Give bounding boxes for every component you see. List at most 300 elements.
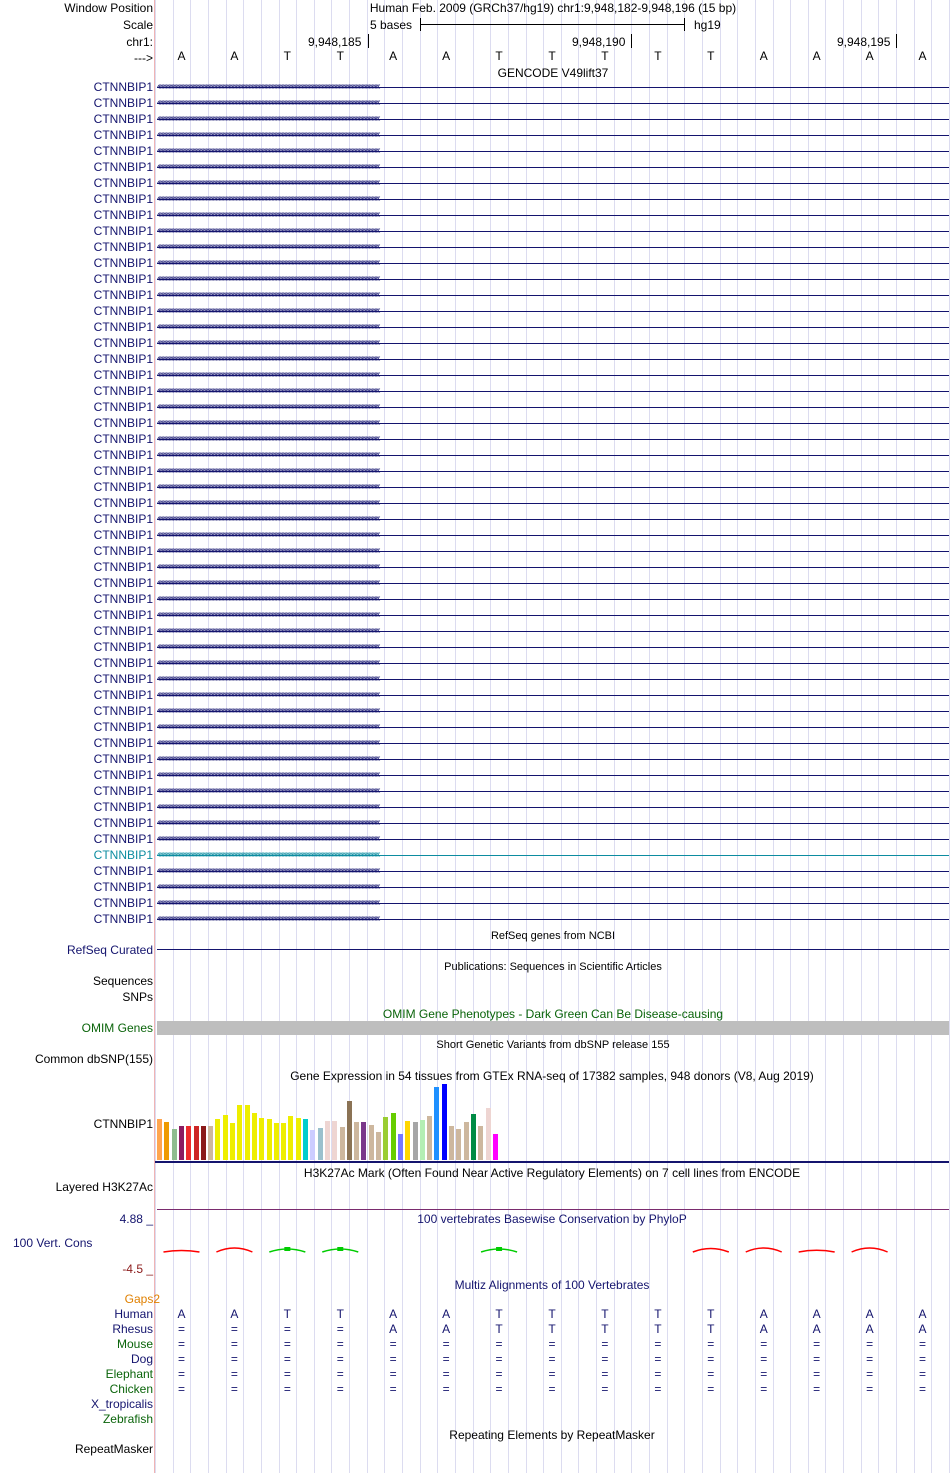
multiz-base: = <box>813 1337 821 1351</box>
multiz-species-label[interactable]: X_tropicalis <box>90 1397 153 1411</box>
scale-bar <box>420 24 684 25</box>
gencode-transcript-label[interactable]: CTNNBIP1 <box>93 336 153 350</box>
gencode-strand-arrows: ‹‹‹‹‹‹‹‹‹‹‹‹‹‹‹‹‹‹‹‹‹‹‹‹‹‹‹‹‹‹‹‹‹‹‹‹‹‹‹‹‹‹‹‹‹‹‹‹‹‹‹‹‹‹‹‹‹‹‹‹‹‹‹‹‹‹‹‹‹‹‹‹‹‹‹‹‹‹‹‹‹‹‹‹‹‹‹‹‹‹‹‹‹‹‹‹‹‹‹‹‹‹‹‹‹‹‹‹‹‹‹‹‹‹‹‹‹‹‹‹‹‹‹‹‹‹‹‹‹‹‹‹‹‹‹‹‹‹‹‹‹‹‹‹‹‹‹‹‹‹‹‹‹‹‹ <box>157 113 379 124</box>
dbsnp-title[interactable]: Short Genetic Variants from dbSNP release 155 <box>436 1039 670 1051</box>
gencode-transcript-label[interactable]: CTNNBIP1 <box>93 224 153 238</box>
multiz-base: = <box>230 1337 238 1351</box>
phylop-title[interactable]: 100 vertebrates Basewise Conservation by PhyloP <box>417 1212 687 1226</box>
gencode-transcript-label[interactable]: CTNNBIP1 <box>93 432 153 446</box>
gencode-strand-arrows: ‹‹‹‹‹‹‹‹‹‹‹‹‹‹‹‹‹‹‹‹‹‹‹‹‹‹‹‹‹‹‹‹‹‹‹‹‹‹‹‹‹‹‹‹‹‹‹‹‹‹‹‹‹‹‹‹‹‹‹‹‹‹‹‹‹‹‹‹‹‹‹‹‹‹‹‹‹‹‹‹‹‹‹‹‹‹‹‹‹‹‹‹‹‹‹‹‹‹‹‹‹‹‹‹‹‹‹‹‹‹‹‹‹‹‹‹‹‹‹‹‹‹‹‹‹‹‹‹‹‹‹‹‹‹‹‹‹‹‹‹‹‹‹‹‹‹‹‹‹‹‹‹‹‹‹ <box>157 193 379 204</box>
gencode-strand-arrows: ‹‹‹‹‹‹‹‹‹‹‹‹‹‹‹‹‹‹‹‹‹‹‹‹‹‹‹‹‹‹‹‹‹‹‹‹‹‹‹‹‹‹‹‹‹‹‹‹‹‹‹‹‹‹‹‹‹‹‹‹‹‹‹‹‹‹‹‹‹‹‹‹‹‹‹‹‹‹‹‹‹‹‹‹‹‹‹‹‹‹‹‹‹‹‹‹‹‹‹‹‹‹‹‹‹‹‹‹‹‹‹‹‹‹‹‹‹‹‹‹‹‹‹‹‹‹‹‹‹‹‹‹‹‹‹‹‹‹‹‹‹‹‹‹‹‹‹‹‹‹‹‹‹‹‹ <box>157 753 379 764</box>
gencode-transcript-label[interactable]: CTNNBIP1 <box>93 288 153 302</box>
gtex-tissue-bar[interactable] <box>194 1126 199 1160</box>
multiz-base: = <box>919 1382 927 1396</box>
gencode-strand-arrows: ‹‹‹‹‹‹‹‹‹‹‹‹‹‹‹‹‹‹‹‹‹‹‹‹‹‹‹‹‹‹‹‹‹‹‹‹‹‹‹‹‹‹‹‹‹‹‹‹‹‹‹‹‹‹‹‹‹‹‹‹‹‹‹‹‹‹‹‹‹‹‹‹‹‹‹‹‹‹‹‹‹‹‹‹‹‹‹‹‹‹‹‹‹‹‹‹‹‹‹‹‹‹‹‹‹‹‹‹‹‹‹‹‹‹‹‹‹‹‹‹‹‹‹‹‹‹‹‹‹‹‹‹‹‹‹‹‹‹‹‹‹‹‹‹‹‹‹‹‹‹‹‹‹‹‹ <box>157 609 379 620</box>
base-letter: T <box>707 49 715 63</box>
dbsnp-label[interactable]: Common dbSNP(155) <box>34 1052 153 1066</box>
base-letter: A <box>759 49 768 63</box>
gencode-strand-arrows: ‹‹‹‹‹‹‹‹‹‹‹‹‹‹‹‹‹‹‹‹‹‹‹‹‹‹‹‹‹‹‹‹‹‹‹‹‹‹‹‹‹‹‹‹‹‹‹‹‹‹‹‹‹‹‹‹‹‹‹‹‹‹‹‹‹‹‹‹‹‹‹‹‹‹‹‹‹‹‹‹‹‹‹‹‹‹‹‹‹‹‹‹‹‹‹‹‹‹‹‹‹‹‹‹‹‹‹‹‹‹‹‹‹‹‹‹‹‹‹‹‹‹‹‹‹‹‹‹‹‹‹‹‹‹‹‹‹‹‹‹‹‹‹‹‹‹‹‹‹‹‹‹‹‹‹ <box>157 865 379 876</box>
gencode-strand-arrows: ‹‹‹‹‹‹‹‹‹‹‹‹‹‹‹‹‹‹‹‹‹‹‹‹‹‹‹‹‹‹‹‹‹‹‹‹‹‹‹‹‹‹‹‹‹‹‹‹‹‹‹‹‹‹‹‹‹‹‹‹‹‹‹‹‹‹‹‹‹‹‹‹‹‹‹‹‹‹‹‹‹‹‹‹‹‹‹‹‹‹‹‹‹‹‹‹‹‹‹‹‹‹‹‹‹‹‹‹‹‹‹‹‹‹‹‹‹‹‹‹‹‹‹‹‹‹‹‹‹‹‹‹‹‹‹‹‹‹‹‹‹‹‹‹‹‹‹‹‹‹‹‹‹‹‹ <box>157 561 379 572</box>
multiz-base: = <box>495 1382 503 1396</box>
gtex-tissue-bar[interactable] <box>230 1123 235 1160</box>
publications-label-sequences[interactable]: Sequences <box>92 974 153 988</box>
multiz-base: = <box>442 1382 450 1396</box>
gencode-transcript-label[interactable]: CTNNBIP1 <box>93 544 153 558</box>
gencode-strand-arrows: ‹‹‹‹‹‹‹‹‹‹‹‹‹‹‹‹‹‹‹‹‹‹‹‹‹‹‹‹‹‹‹‹‹‹‹‹‹‹‹‹‹‹‹‹‹‹‹‹‹‹‹‹‹‹‹‹‹‹‹‹‹‹‹‹‹‹‹‹‹‹‹‹‹‹‹‹‹‹‹‹‹‹‹‹‹‹‹‹‹‹‹‹‹‹‹‹‹‹‹‹‹‹‹‹‹‹‹‹‹‹‹‹‹‹‹‹‹‹‹‹‹‹‹‹‹‹‹‹‹‹‹‹‹‹‹‹‹‹‹‹‹‹‹‹‹‹‹‹‹‹‹‹‹‹‹ <box>157 849 379 860</box>
gtex-tissue-bar[interactable] <box>296 1118 301 1160</box>
multiz-base: = <box>548 1337 556 1351</box>
gtex-tissue-bar[interactable] <box>340 1127 345 1160</box>
multiz-base: T <box>654 1322 662 1336</box>
gencode-strand-arrows: ‹‹‹‹‹‹‹‹‹‹‹‹‹‹‹‹‹‹‹‹‹‹‹‹‹‹‹‹‹‹‹‹‹‹‹‹‹‹‹‹‹‹‹‹‹‹‹‹‹‹‹‹‹‹‹‹‹‹‹‹‹‹‹‹‹‹‹‹‹‹‹‹‹‹‹‹‹‹‹‹‹‹‹‹‹‹‹‹‹‹‹‹‹‹‹‹‹‹‹‹‹‹‹‹‹‹‹‹‹‹‹‹‹‹‹‹‹‹‹‹‹‹‹‹‹‹‹‹‹‹‹‹‹‹‹‹‹‹‹‹‹‹‹‹‹‹‹‹‹‹‹‹‹‹‹ <box>157 689 379 700</box>
gencode-strand-arrows: ‹‹‹‹‹‹‹‹‹‹‹‹‹‹‹‹‹‹‹‹‹‹‹‹‹‹‹‹‹‹‹‹‹‹‹‹‹‹‹‹‹‹‹‹‹‹‹‹‹‹‹‹‹‹‹‹‹‹‹‹‹‹‹‹‹‹‹‹‹‹‹‹‹‹‹‹‹‹‹‹‹‹‹‹‹‹‹‹‹‹‹‹‹‹‹‹‹‹‹‹‹‹‹‹‹‹‹‹‹‹‹‹‹‹‹‹‹‹‹‹‹‹‹‹‹‹‹‹‹‹‹‹‹‹‹‹‹‹‹‹‹‹‹‹‹‹‹‹‹‹‹‹‹‹‹ <box>157 801 379 812</box>
multiz-base: = <box>283 1337 291 1351</box>
multiz-base: = <box>866 1367 874 1381</box>
gencode-strand-arrows: ‹‹‹‹‹‹‹‹‹‹‹‹‹‹‹‹‹‹‹‹‹‹‹‹‹‹‹‹‹‹‹‹‹‹‹‹‹‹‹‹‹‹‹‹‹‹‹‹‹‹‹‹‹‹‹‹‹‹‹‹‹‹‹‹‹‹‹‹‹‹‹‹‹‹‹‹‹‹‹‹‹‹‹‹‹‹‹‹‹‹‹‹‹‹‹‹‹‹‹‹‹‹‹‹‹‹‹‹‹‹‹‹‹‹‹‹‹‹‹‹‹‹‹‹‹‹‹‹‹‹‹‹‹‹‹‹‹‹‹‹‹‹‹‹‹‹‹‹‹‹‹‹‹‹‹ <box>157 833 379 844</box>
multiz-base: = <box>336 1322 344 1336</box>
base-letter: A <box>812 49 821 63</box>
phylop-score-mark <box>640 1250 676 1252</box>
gtex-tissue-bar[interactable] <box>332 1121 337 1160</box>
gencode-strand-arrows: ‹‹‹‹‹‹‹‹‹‹‹‹‹‹‹‹‹‹‹‹‹‹‹‹‹‹‹‹‹‹‹‹‹‹‹‹‹‹‹‹‹‹‹‹‹‹‹‹‹‹‹‹‹‹‹‹‹‹‹‹‹‹‹‹‹‹‹‹‹‹‹‹‹‹‹‹‹‹‹‹‹‹‹‹‹‹‹‹‹‹‹‹‹‹‹‹‹‹‹‹‹‹‹‹‹‹‹‹‹‹‹‹‹‹‹‹‹‹‹‹‹‹‹‹‹‹‹‹‹‹‹‹‹‹‹‹‹‹‹‹‹‹‹‹‹‹‹‹‹‹‹‹‹‹‹ <box>157 465 379 476</box>
window-position-label: Window Position <box>64 1 153 15</box>
gtex-tissue-bar[interactable] <box>179 1126 184 1160</box>
multiz-species-label[interactable]: Chicken <box>109 1382 153 1396</box>
gtex-tissue-bar[interactable] <box>493 1134 498 1160</box>
coord-tick-2 <box>631 34 632 48</box>
gencode-strand-arrows: ‹‹‹‹‹‹‹‹‹‹‹‹‹‹‹‹‹‹‹‹‹‹‹‹‹‹‹‹‹‹‹‹‹‹‹‹‹‹‹‹‹‹‹‹‹‹‹‹‹‹‹‹‹‹‹‹‹‹‹‹‹‹‹‹‹‹‹‹‹‹‹‹‹‹‹‹‹‹‹‹‹‹‹‹‹‹‹‹‹‹‹‹‹‹‹‹‹‹‹‹‹‹‹‹‹‹‹‹‹‹‹‹‹‹‹‹‹‹‹‹‹‹‹‹‹‹‹‹‹‹‹‹‹‹‹‹‹‹‹‹‹‹‹‹‹‹‹‹‹‹‹‹‹‹‹ <box>157 385 379 396</box>
chrom-label: chr1: <box>126 35 153 49</box>
multiz-base: A <box>177 1307 186 1321</box>
gencode-strand-arrows: ‹‹‹‹‹‹‹‹‹‹‹‹‹‹‹‹‹‹‹‹‹‹‹‹‹‹‹‹‹‹‹‹‹‹‹‹‹‹‹‹‹‹‹‹‹‹‹‹‹‹‹‹‹‹‹‹‹‹‹‹‹‹‹‹‹‹‹‹‹‹‹‹‹‹‹‹‹‹‹‹‹‹‹‹‹‹‹‹‹‹‹‹‹‹‹‹‹‹‹‹‹‹‹‹‹‹‹‹‹‹‹‹‹‹‹‹‹‹‹‹‹‹‹‹‹‹‹‹‹‹‹‹‹‹‹‹‹‹‹‹‹‹‹‹‹‹‹‹‹‹‹‹‹‹‹ <box>157 97 379 108</box>
gtex-tissue-bar[interactable] <box>281 1123 286 1160</box>
multiz-base: A <box>442 1307 451 1321</box>
gencode-transcript-label[interactable]: CTNNBIP1 <box>93 448 153 462</box>
multiz-base: = <box>495 1352 503 1366</box>
gtex-tissue-bar[interactable] <box>172 1129 177 1160</box>
multiz-base: = <box>495 1367 503 1381</box>
gencode-transcript-label[interactable]: CTNNBIP1 <box>93 688 153 702</box>
gencode-transcript-label[interactable]: CTNNBIP1 <box>93 80 153 94</box>
gtex-tissue-bar[interactable] <box>449 1126 454 1160</box>
multiz-base: A <box>389 1322 398 1336</box>
gencode-transcript-label[interactable]: CTNNBIP1 <box>93 256 153 270</box>
phylop-score-mark <box>799 1250 835 1252</box>
multiz-base: = <box>813 1352 821 1366</box>
gencode-strand-arrows: ‹‹‹‹‹‹‹‹‹‹‹‹‹‹‹‹‹‹‹‹‹‹‹‹‹‹‹‹‹‹‹‹‹‹‹‹‹‹‹‹‹‹‹‹‹‹‹‹‹‹‹‹‹‹‹‹‹‹‹‹‹‹‹‹‹‹‹‹‹‹‹‹‹‹‹‹‹‹‹‹‹‹‹‹‹‹‹‹‹‹‹‹‹‹‹‹‹‹‹‹‹‹‹‹‹‹‹‹‹‹‹‹‹‹‹‹‹‹‹‹‹‹‹‹‹‹‹‹‹‹‹‹‹‹‹‹‹‹‹‹‹‹‹‹‹‹‹‹‹‹‹‹‹‹‹ <box>157 577 379 588</box>
multiz-base: = <box>760 1382 768 1396</box>
multiz-base: = <box>177 1382 185 1396</box>
gencode-strand-arrows: ‹‹‹‹‹‹‹‹‹‹‹‹‹‹‹‹‹‹‹‹‹‹‹‹‹‹‹‹‹‹‹‹‹‹‹‹‹‹‹‹‹‹‹‹‹‹‹‹‹‹‹‹‹‹‹‹‹‹‹‹‹‹‹‹‹‹‹‹‹‹‹‹‹‹‹‹‹‹‹‹‹‹‹‹‹‹‹‹‹‹‹‹‹‹‹‹‹‹‹‹‹‹‹‹‹‹‹‹‹‹‹‹‹‹‹‹‹‹‹‹‹‹‹‹‹‹‹‹‹‹‹‹‹‹‹‹‹‹‹‹‹‹‹‹‹‹‹‹‹‹‹‹‹‹‹ <box>157 289 379 300</box>
multiz-base: = <box>177 1337 185 1351</box>
gtex-title[interactable]: Gene Expression in 54 tissues from GTEx RNA-seq of 17382 samples, 948 donors (V8, Aug 2019) <box>290 1069 814 1083</box>
multiz-species-label[interactable]: Mouse <box>116 1337 153 1351</box>
gencode-strand-arrows: ‹‹‹‹‹‹‹‹‹‹‹‹‹‹‹‹‹‹‹‹‹‹‹‹‹‹‹‹‹‹‹‹‹‹‹‹‹‹‹‹‹‹‹‹‹‹‹‹‹‹‹‹‹‹‹‹‹‹‹‹‹‹‹‹‹‹‹‹‹‹‹‹‹‹‹‹‹‹‹‹‹‹‹‹‹‹‹‹‹‹‹‹‹‹‹‹‹‹‹‹‹‹‹‹‹‹‹‹‹‹‹‹‹‹‹‹‹‹‹‹‹‹‹‹‹‹‹‹‹‹‹‹‹‹‹‹‹‹‹‹‹‹‹‹‹‹‹‹‹‹‹‹‹‹‹ <box>157 897 379 908</box>
multiz-base: = <box>919 1337 927 1351</box>
gencode-transcript-label[interactable]: CTNNBIP1 <box>93 576 153 590</box>
multiz-base: = <box>813 1382 821 1396</box>
coord-label-3: 9,948,195 <box>837 35 891 49</box>
phylop-label[interactable]: 100 Vert. Cons <box>13 1236 93 1250</box>
base-letter: T <box>601 49 609 63</box>
phylop-score-mark <box>534 1250 570 1252</box>
gencode-transcript-label[interactable]: CTNNBIP1 <box>93 640 153 654</box>
multiz-base: A <box>812 1322 821 1336</box>
h3k27ac-label[interactable]: Layered H3K27Ac <box>55 1180 153 1194</box>
gencode-strand-arrows: ‹‹‹‹‹‹‹‹‹‹‹‹‹‹‹‹‹‹‹‹‹‹‹‹‹‹‹‹‹‹‹‹‹‹‹‹‹‹‹‹‹‹‹‹‹‹‹‹‹‹‹‹‹‹‹‹‹‹‹‹‹‹‹‹‹‹‹‹‹‹‹‹‹‹‹‹‹‹‹‹‹‹‹‹‹‹‹‹‹‹‹‹‹‹‹‹‹‹‹‹‹‹‹‹‹‹‹‹‹‹‹‹‹‹‹‹‹‹‹‹‹‹‹‹‹‹‹‹‹‹‹‹‹‹‹‹‹‹‹‹‹‹‹‹‹‹‹‹‹‹‹‹‹‹‹ <box>157 785 379 796</box>
base-letter: A <box>918 49 927 63</box>
gencode-strand-arrows: ‹‹‹‹‹‹‹‹‹‹‹‹‹‹‹‹‹‹‹‹‹‹‹‹‹‹‹‹‹‹‹‹‹‹‹‹‹‹‹‹‹‹‹‹‹‹‹‹‹‹‹‹‹‹‹‹‹‹‹‹‹‹‹‹‹‹‹‹‹‹‹‹‹‹‹‹‹‹‹‹‹‹‹‹‹‹‹‹‹‹‹‹‹‹‹‹‹‹‹‹‹‹‹‹‹‹‹‹‹‹‹‹‹‹‹‹‹‹‹‹‹‹‹‹‹‹‹‹‹‹‹‹‹‹‹‹‹‹‹‹‹‹‹‹‹‹‹‹‹‹‹‹‹‹‹ <box>157 273 379 284</box>
gencode-transcript-label[interactable]: CTNNBIP1 <box>93 608 153 622</box>
gtex-tissue-bar[interactable] <box>288 1116 293 1160</box>
gencode-strand-arrows: ‹‹‹‹‹‹‹‹‹‹‹‹‹‹‹‹‹‹‹‹‹‹‹‹‹‹‹‹‹‹‹‹‹‹‹‹‹‹‹‹‹‹‹‹‹‹‹‹‹‹‹‹‹‹‹‹‹‹‹‹‹‹‹‹‹‹‹‹‹‹‹‹‹‹‹‹‹‹‹‹‹‹‹‹‹‹‹‹‹‹‹‹‹‹‹‹‹‹‹‹‹‹‹‹‹‹‹‹‹‹‹‹‹‹‹‹‹‹‹‹‹‹‹‹‹‹‹‹‹‹‹‹‹‹‹‹‹‹‹‹‹‹‹‹‹‹‹‹‹‹‹‹‹‹‹ <box>157 321 379 332</box>
gtex-tissue-bar[interactable] <box>427 1116 432 1160</box>
gencode-transcript-label[interactable]: CTNNBIP1 <box>93 912 153 926</box>
gencode-transcript-label[interactable]: CTNNBIP1 <box>93 416 153 430</box>
gencode-strand-arrows: ‹‹‹‹‹‹‹‹‹‹‹‹‹‹‹‹‹‹‹‹‹‹‹‹‹‹‹‹‹‹‹‹‹‹‹‹‹‹‹‹‹‹‹‹‹‹‹‹‹‹‹‹‹‹‹‹‹‹‹‹‹‹‹‹‹‹‹‹‹‹‹‹‹‹‹‹‹‹‹‹‹‹‹‹‹‹‹‹‹‹‹‹‹‹‹‹‹‹‹‹‹‹‹‹‹‹‹‹‹‹‹‹‹‹‹‹‹‹‹‹‹‹‹‹‹‹‹‹‹‹‹‹‹‹‹‹‹‹‹‹‹‹‹‹‹‹‹‹‹‹‹‹‹‹‹ <box>157 305 379 316</box>
gencode-strand-arrows: ‹‹‹‹‹‹‹‹‹‹‹‹‹‹‹‹‹‹‹‹‹‹‹‹‹‹‹‹‹‹‹‹‹‹‹‹‹‹‹‹‹‹‹‹‹‹‹‹‹‹‹‹‹‹‹‹‹‹‹‹‹‹‹‹‹‹‹‹‹‹‹‹‹‹‹‹‹‹‹‹‹‹‹‹‹‹‹‹‹‹‹‹‹‹‹‹‹‹‹‹‹‹‹‹‹‹‹‹‹‹‹‹‹‹‹‹‹‹‹‹‹‹‹‹‹‹‹‹‹‹‹‹‹‹‹‹‹‹‹‹‹‹‹‹‹‹‹‹‹‹‹‹‹‹‹ <box>157 417 379 428</box>
multiz-base: = <box>177 1352 185 1366</box>
multiz-base: A <box>865 1322 874 1336</box>
gtex-tissue-bar[interactable] <box>369 1125 374 1160</box>
scale-bar-right-tick <box>684 18 685 31</box>
multiz-base: = <box>336 1367 344 1381</box>
gtex-tissue-bar[interactable] <box>208 1126 213 1160</box>
phylop-score-mark <box>216 1248 252 1252</box>
gencode-transcript-label[interactable]: CTNNBIP1 <box>93 624 153 638</box>
gencode-transcript-label[interactable]: CTNNBIP1 <box>93 720 153 734</box>
gencode-transcript-label[interactable]: CTNNBIP1 <box>93 752 153 766</box>
phylop-score-mark <box>587 1250 623 1252</box>
gtex-tissue-bar[interactable] <box>267 1119 272 1160</box>
gencode-transcript-label[interactable]: CTNNBIP1 <box>93 704 153 718</box>
multiz-base: = <box>336 1382 344 1396</box>
gencode-transcript-label[interactable]: CTNNBIP1 <box>93 816 153 830</box>
gtex-tissue-bar[interactable] <box>361 1122 366 1160</box>
multiz-base: A <box>230 1307 239 1321</box>
gtex-tissue-bar[interactable] <box>486 1108 491 1160</box>
publications-title[interactable]: Publications: Sequences in Scientific Articles <box>444 961 662 973</box>
gencode-transcript-label[interactable]: CTNNBIP1 <box>93 880 153 894</box>
gencode-strand-arrows: ‹‹‹‹‹‹‹‹‹‹‹‹‹‹‹‹‹‹‹‹‹‹‹‹‹‹‹‹‹‹‹‹‹‹‹‹‹‹‹‹‹‹‹‹‹‹‹‹‹‹‹‹‹‹‹‹‹‹‹‹‹‹‹‹‹‹‹‹‹‹‹‹‹‹‹‹‹‹‹‹‹‹‹‹‹‹‹‹‹‹‹‹‹‹‹‹‹‹‹‹‹‹‹‹‹‹‹‹‹‹‹‹‹‹‹‹‹‹‹‹‹‹‹‹‹‹‹‹‹‹‹‹‹‹‹‹‹‹‹‹‹‹‹‹‹‹‹‹‹‹‹‹‹‹‹ <box>157 81 379 92</box>
multiz-gaps-label[interactable]: Gaps2 <box>124 1292 160 1306</box>
gencode-transcript-label[interactable]: CTNNBIP1 <box>93 784 153 798</box>
multiz-base: = <box>389 1382 397 1396</box>
gtex-tissue-bar[interactable] <box>413 1122 418 1160</box>
gencode-transcript-label[interactable]: CTNNBIP1 <box>93 320 153 334</box>
gencode-transcript-label[interactable]: CTNNBIP1 <box>93 464 153 478</box>
multiz-base: = <box>389 1367 397 1381</box>
multiz-base: = <box>866 1337 874 1351</box>
multiz-base: = <box>177 1322 185 1336</box>
gencode-transcript-label[interactable]: CTNNBIP1 <box>93 848 153 862</box>
omim-gene-bar[interactable] <box>157 1021 949 1035</box>
gtex-tissue-bar[interactable] <box>478 1126 483 1160</box>
gencode-strand-arrows: ‹‹‹‹‹‹‹‹‹‹‹‹‹‹‹‹‹‹‹‹‹‹‹‹‹‹‹‹‹‹‹‹‹‹‹‹‹‹‹‹‹‹‹‹‹‹‹‹‹‹‹‹‹‹‹‹‹‹‹‹‹‹‹‹‹‹‹‹‹‹‹‹‹‹‹‹‹‹‹‹‹‹‹‹‹‹‹‹‹‹‹‹‹‹‹‹‹‹‹‹‹‹‹‹‹‹‹‹‹‹‹‹‹‹‹‹‹‹‹‹‹‹‹‹‹‹‹‹‹‹‹‹‹‹‹‹‹‹‹‹‹‹‹‹‹‹‹‹‹‹‹‹‹‹‹ <box>157 209 379 220</box>
gtex-tissue-bar[interactable] <box>391 1113 396 1160</box>
publications-label-snps[interactable]: SNPs <box>122 990 153 1004</box>
gtex-tissue-bar[interactable] <box>420 1120 425 1160</box>
multiz-base: A <box>865 1307 874 1321</box>
gencode-transcript-label[interactable]: CTNNBIP1 <box>93 496 153 510</box>
multiz-base: T <box>548 1307 556 1321</box>
gtex-tissue-bar[interactable] <box>157 1119 162 1160</box>
multiz-base: A <box>759 1322 768 1336</box>
repeatmasker-label[interactable]: RepeatMasker <box>74 1442 153 1456</box>
multiz-base: = <box>177 1367 185 1381</box>
multiz-base: T <box>707 1322 715 1336</box>
gtex-baseline <box>155 1161 949 1163</box>
gtex-tissue-bar[interactable] <box>186 1126 191 1160</box>
multiz-species-label[interactable]: Dog <box>130 1352 153 1366</box>
gencode-transcript-label[interactable]: CTNNBIP1 <box>93 368 153 382</box>
phylop-score-mark <box>693 1249 729 1253</box>
gencode-strand-arrows: ‹‹‹‹‹‹‹‹‹‹‹‹‹‹‹‹‹‹‹‹‹‹‹‹‹‹‹‹‹‹‹‹‹‹‹‹‹‹‹‹‹‹‹‹‹‹‹‹‹‹‹‹‹‹‹‹‹‹‹‹‹‹‹‹‹‹‹‹‹‹‹‹‹‹‹‹‹‹‹‹‹‹‹‹‹‹‹‹‹‹‹‹‹‹‹‹‹‹‹‹‹‹‹‹‹‹‹‹‹‹‹‹‹‹‹‹‹‹‹‹‹‹‹‹‹‹‹‹‹‹‹‹‹‹‹‹‹‹‹‹‹‹‹‹‹‹‹‹‹‹‹‹‹‹‹ <box>157 513 379 524</box>
gencode-strand-arrows: ‹‹‹‹‹‹‹‹‹‹‹‹‹‹‹‹‹‹‹‹‹‹‹‹‹‹‹‹‹‹‹‹‹‹‹‹‹‹‹‹‹‹‹‹‹‹‹‹‹‹‹‹‹‹‹‹‹‹‹‹‹‹‹‹‹‹‹‹‹‹‹‹‹‹‹‹‹‹‹‹‹‹‹‹‹‹‹‹‹‹‹‹‹‹‹‹‹‹‹‹‹‹‹‹‹‹‹‹‹‹‹‹‹‹‹‹‹‹‹‹‹‹‹‹‹‹‹‹‹‹‹‹‹‹‹‹‹‹‹‹‹‹‹‹‹‹‹‹‹‹‹‹‹‹‹ <box>157 145 379 156</box>
multiz-base: = <box>760 1367 768 1381</box>
multiz-species-label[interactable]: Human <box>114 1307 153 1321</box>
gtex-tissue-bar[interactable] <box>237 1105 242 1160</box>
multiz-base: A <box>812 1307 821 1321</box>
gencode-transcript-label[interactable]: CTNNBIP1 <box>93 400 153 414</box>
gencode-transcript-label[interactable]: CTNNBIP1 <box>93 128 153 142</box>
gencode-strand-arrows: ‹‹‹‹‹‹‹‹‹‹‹‹‹‹‹‹‹‹‹‹‹‹‹‹‹‹‹‹‹‹‹‹‹‹‹‹‹‹‹‹‹‹‹‹‹‹‹‹‹‹‹‹‹‹‹‹‹‹‹‹‹‹‹‹‹‹‹‹‹‹‹‹‹‹‹‹‹‹‹‹‹‹‹‹‹‹‹‹‹‹‹‹‹‹‹‹‹‹‹‹‹‹‹‹‹‹‹‹‹‹‹‹‹‹‹‹‹‹‹‹‹‹‹‹‹‹‹‹‹‹‹‹‹‹‹‹‹‹‹‹‹‹‹‹‹‹‹‹‹‹‹‹‹‹‹ <box>157 161 379 172</box>
gtex-tissue-bar[interactable] <box>201 1126 206 1160</box>
phylop-min-label: -4.5 _ <box>122 1262 153 1276</box>
scale-assembly: hg19 <box>694 18 721 32</box>
gencode-transcript-label[interactable]: CTNNBIP1 <box>93 176 153 190</box>
multiz-base: = <box>283 1322 291 1336</box>
gencode-transcript-label[interactable]: CTNNBIP1 <box>93 272 153 286</box>
gencode-strand-arrows: ‹‹‹‹‹‹‹‹‹‹‹‹‹‹‹‹‹‹‹‹‹‹‹‹‹‹‹‹‹‹‹‹‹‹‹‹‹‹‹‹‹‹‹‹‹‹‹‹‹‹‹‹‹‹‹‹‹‹‹‹‹‹‹‹‹‹‹‹‹‹‹‹‹‹‹‹‹‹‹‹‹‹‹‹‹‹‹‹‹‹‹‹‹‹‹‹‹‹‹‹‹‹‹‹‹‹‹‹‹‹‹‹‹‹‹‹‹‹‹‹‹‹‹‹‹‹‹‹‹‹‹‹‹‹‹‹‹‹‹‹‹‹‹‹‹‹‹‹‹‹‹‹‹‹‹ <box>157 369 379 380</box>
scale-text: 5 bases <box>370 18 413 32</box>
base-letter: T <box>548 49 556 63</box>
gencode-transcript-label[interactable]: CTNNBIP1 <box>93 96 153 110</box>
phylop-score-mark <box>905 1250 941 1252</box>
base-letter: A <box>389 49 398 63</box>
gtex-tissue-bar[interactable] <box>347 1101 352 1160</box>
gencode-strand-arrows: ‹‹‹‹‹‹‹‹‹‹‹‹‹‹‹‹‹‹‹‹‹‹‹‹‹‹‹‹‹‹‹‹‹‹‹‹‹‹‹‹‹‹‹‹‹‹‹‹‹‹‹‹‹‹‹‹‹‹‹‹‹‹‹‹‹‹‹‹‹‹‹‹‹‹‹‹‹‹‹‹‹‹‹‹‹‹‹‹‹‹‹‹‹‹‹‹‹‹‹‹‹‹‹‹‹‹‹‹‹‹‹‹‹‹‹‹‹‹‹‹‹‹‹‹‹‹‹‹‹‹‹‹‹‹‹‹‹‹‹‹‹‹‹‹‹‹‹‹‹‹‹‹‹‹‹ <box>157 481 379 492</box>
multiz-base: = <box>601 1337 609 1351</box>
h3k27ac-baseline <box>157 1209 949 1210</box>
multiz-base: = <box>389 1352 397 1366</box>
base-letter: A <box>230 49 239 63</box>
gencode-strand-arrows: ‹‹‹‹‹‹‹‹‹‹‹‹‹‹‹‹‹‹‹‹‹‹‹‹‹‹‹‹‹‹‹‹‹‹‹‹‹‹‹‹‹‹‹‹‹‹‹‹‹‹‹‹‹‹‹‹‹‹‹‹‹‹‹‹‹‹‹‹‹‹‹‹‹‹‹‹‹‹‹‹‹‹‹‹‹‹‹‹‹‹‹‹‹‹‹‹‹‹‹‹‹‹‹‹‹‹‹‹‹‹‹‹‹‹‹‹‹‹‹‹‹‹‹‹‹‹‹‹‹‹‹‹‹‹‹‹‹‹‹‹‹‹‹‹‹‹‹‹‹‹‹‹‹‹‹ <box>157 769 379 780</box>
base-letter: A <box>865 49 874 63</box>
scale-label: Scale <box>122 18 153 32</box>
gtex-tissue-bar[interactable] <box>310 1130 315 1160</box>
gtex-tissue-bar[interactable] <box>164 1122 169 1160</box>
multiz-base: = <box>336 1352 344 1366</box>
gencode-strand-arrows: ‹‹‹‹‹‹‹‹‹‹‹‹‹‹‹‹‹‹‹‹‹‹‹‹‹‹‹‹‹‹‹‹‹‹‹‹‹‹‹‹‹‹‹‹‹‹‹‹‹‹‹‹‹‹‹‹‹‹‹‹‹‹‹‹‹‹‹‹‹‹‹‹‹‹‹‹‹‹‹‹‹‹‹‹‹‹‹‹‹‹‹‹‹‹‹‹‹‹‹‹‹‹‹‹‹‹‹‹‹‹‹‹‹‹‹‹‹‹‹‹‹‹‹‹‹‹‹‹‹‹‹‹‹‹‹‹‹‹‹‹‹‹‹‹‹‹‹‹‹‹‹‹‹‹‹ <box>157 721 379 732</box>
gtex-tissue-bar[interactable] <box>383 1117 388 1160</box>
gtex-tissue-bar[interactable] <box>376 1132 381 1160</box>
gtex-tissue-bar[interactable] <box>354 1122 359 1160</box>
multiz-base: A <box>918 1307 927 1321</box>
gencode-strand-arrows: ‹‹‹‹‹‹‹‹‹‹‹‹‹‹‹‹‹‹‹‹‹‹‹‹‹‹‹‹‹‹‹‹‹‹‹‹‹‹‹‹‹‹‹‹‹‹‹‹‹‹‹‹‹‹‹‹‹‹‹‹‹‹‹‹‹‹‹‹‹‹‹‹‹‹‹‹‹‹‹‹‹‹‹‹‹‹‹‹‹‹‹‹‹‹‹‹‹‹‹‹‹‹‹‹‹‹‹‹‹‹‹‹‹‹‹‹‹‹‹‹‹‹‹‹‹‹‹‹‹‹‹‹‹‹‹‹‹‹‹‹‹‹‹‹‹‹‹‹‹‹‹‹‹‹‹ <box>157 545 379 556</box>
multiz-base: A <box>759 1307 768 1321</box>
multiz-base: = <box>866 1352 874 1366</box>
multiz-base: = <box>707 1382 715 1396</box>
gencode-transcript-label[interactable]: CTNNBIP1 <box>93 736 153 750</box>
strand-label: ---> <box>134 51 153 65</box>
multiz-base: = <box>548 1382 556 1396</box>
multiz-species-label[interactable]: Zebrafish <box>102 1412 153 1426</box>
multiz-base: T <box>654 1307 662 1321</box>
gtex-tissue-bar[interactable] <box>223 1115 228 1160</box>
multiz-base: = <box>654 1367 662 1381</box>
gtex-tissue-bar[interactable] <box>405 1121 410 1160</box>
multiz-base: = <box>707 1337 715 1351</box>
gtex-tissue-bar[interactable] <box>252 1113 257 1160</box>
gencode-strand-arrows: ‹‹‹‹‹‹‹‹‹‹‹‹‹‹‹‹‹‹‹‹‹‹‹‹‹‹‹‹‹‹‹‹‹‹‹‹‹‹‹‹‹‹‹‹‹‹‹‹‹‹‹‹‹‹‹‹‹‹‹‹‹‹‹‹‹‹‹‹‹‹‹‹‹‹‹‹‹‹‹‹‹‹‹‹‹‹‹‹‹‹‹‹‹‹‹‹‹‹‹‹‹‹‹‹‹‹‹‹‹‹‹‹‹‹‹‹‹‹‹‹‹‹‹‹‹‹‹‹‹‹‹‹‹‹‹‹‹‹‹‹‹‹‹‹‹‹‹‹‹‹‹‹‹‹‹ <box>157 657 379 668</box>
gencode-strand-arrows: ‹‹‹‹‹‹‹‹‹‹‹‹‹‹‹‹‹‹‹‹‹‹‹‹‹‹‹‹‹‹‹‹‹‹‹‹‹‹‹‹‹‹‹‹‹‹‹‹‹‹‹‹‹‹‹‹‹‹‹‹‹‹‹‹‹‹‹‹‹‹‹‹‹‹‹‹‹‹‹‹‹‹‹‹‹‹‹‹‹‹‹‹‹‹‹‹‹‹‹‹‹‹‹‹‹‹‹‹‹‹‹‹‹‹‹‹‹‹‹‹‹‹‹‹‹‹‹‹‹‹‹‹‹‹‹‹‹‹‹‹‹‹‹‹‹‹‹‹‹‹‹‹‹‹‹ <box>157 449 379 460</box>
gencode-strand-arrows: ‹‹‹‹‹‹‹‹‹‹‹‹‹‹‹‹‹‹‹‹‹‹‹‹‹‹‹‹‹‹‹‹‹‹‹‹‹‹‹‹‹‹‹‹‹‹‹‹‹‹‹‹‹‹‹‹‹‹‹‹‹‹‹‹‹‹‹‹‹‹‹‹‹‹‹‹‹‹‹‹‹‹‹‹‹‹‹‹‹‹‹‹‹‹‹‹‹‹‹‹‹‹‹‹‹‹‹‹‹‹‹‹‹‹‹‹‹‹‹‹‹‹‹‹‹‹‹‹‹‹‹‹‹‹‹‹‹‹‹‹‹‹‹‹‹‹‹‹‹‹‹‹‹‹‹ <box>157 705 379 716</box>
gencode-transcript-label[interactable]: CTNNBIP1 <box>93 480 153 494</box>
gtex-tissue-bar[interactable] <box>318 1128 323 1160</box>
gencode-transcript-label[interactable]: CTNNBIP1 <box>93 560 153 574</box>
multiz-base: T <box>495 1307 503 1321</box>
gencode-strand-arrows: ‹‹‹‹‹‹‹‹‹‹‹‹‹‹‹‹‹‹‹‹‹‹‹‹‹‹‹‹‹‹‹‹‹‹‹‹‹‹‹‹‹‹‹‹‹‹‹‹‹‹‹‹‹‹‹‹‹‹‹‹‹‹‹‹‹‹‹‹‹‹‹‹‹‹‹‹‹‹‹‹‹‹‹‹‹‹‹‹‹‹‹‹‹‹‹‹‹‹‹‹‹‹‹‹‹‹‹‹‹‹‹‹‹‹‹‹‹‹‹‹‹‹‹‹‹‹‹‹‹‹‹‹‹‹‹‹‹‹‹‹‹‹‹‹‹‹‹‹‹‹‹‹‹‹‹ <box>157 225 379 236</box>
base-letter: A <box>442 49 451 63</box>
gtex-tissue-bar[interactable] <box>259 1118 264 1160</box>
gencode-transcript-label[interactable]: CTNNBIP1 <box>93 592 153 606</box>
multiz-base: = <box>442 1352 450 1366</box>
multiz-base: = <box>283 1367 291 1381</box>
gtex-tissue-bar[interactable] <box>274 1123 279 1160</box>
phylop-score-box <box>496 1247 502 1251</box>
multiz-base: = <box>230 1352 238 1366</box>
gencode-strand-arrows: ‹‹‹‹‹‹‹‹‹‹‹‹‹‹‹‹‹‹‹‹‹‹‹‹‹‹‹‹‹‹‹‹‹‹‹‹‹‹‹‹‹‹‹‹‹‹‹‹‹‹‹‹‹‹‹‹‹‹‹‹‹‹‹‹‹‹‹‹‹‹‹‹‹‹‹‹‹‹‹‹‹‹‹‹‹‹‹‹‹‹‹‹‹‹‹‹‹‹‹‹‹‹‹‹‹‹‹‹‹‹‹‹‹‹‹‹‹‹‹‹‹‹‹‹‹‹‹‹‹‹‹‹‹‹‹‹‹‹‹‹‹‹‹‹‹‹‹‹‹‹‹‹‹‹‹ <box>157 433 379 444</box>
gencode-transcript-label[interactable]: CTNNBIP1 <box>93 160 153 174</box>
multiz-base: = <box>919 1352 927 1366</box>
gencode-strand-arrows: ‹‹‹‹‹‹‹‹‹‹‹‹‹‹‹‹‹‹‹‹‹‹‹‹‹‹‹‹‹‹‹‹‹‹‹‹‹‹‹‹‹‹‹‹‹‹‹‹‹‹‹‹‹‹‹‹‹‹‹‹‹‹‹‹‹‹‹‹‹‹‹‹‹‹‹‹‹‹‹‹‹‹‹‹‹‹‹‹‹‹‹‹‹‹‹‹‹‹‹‹‹‹‹‹‹‹‹‹‹‹‹‹‹‹‹‹‹‹‹‹‹‹‹‹‹‹‹‹‹‹‹‹‹‹‹‹‹‹‹‹‹‹‹‹‹‹‹‹‹‹‹‹‹‹‹ <box>157 593 379 604</box>
gencode-transcript-label[interactable]: CTNNBIP1 <box>93 144 153 158</box>
phylop-score-mark <box>746 1248 782 1252</box>
multiz-title[interactable]: Multiz Alignments of 100 Vertebrates <box>454 1278 650 1292</box>
gtex-tissue-bar[interactable] <box>245 1105 250 1160</box>
coord-tick-3 <box>896 34 897 48</box>
gencode-transcript-label[interactable]: CTNNBIP1 <box>93 672 153 686</box>
gencode-transcript-label[interactable]: CTNNBIP1 <box>93 304 153 318</box>
gtex-tissue-bar[interactable] <box>471 1114 476 1160</box>
refseq-line <box>157 949 949 950</box>
multiz-species-label[interactable]: Elephant <box>105 1367 153 1381</box>
multiz-base: = <box>601 1382 609 1396</box>
coord-tick-1 <box>368 34 369 48</box>
multiz-base: = <box>442 1337 450 1351</box>
gencode-transcript-label[interactable]: CTNNBIP1 <box>93 208 153 222</box>
gtex-tissue-bar[interactable] <box>442 1084 447 1160</box>
multiz-base: T <box>548 1322 556 1336</box>
gtex-tissue-bar[interactable] <box>215 1119 220 1160</box>
gencode-strand-arrows: ‹‹‹‹‹‹‹‹‹‹‹‹‹‹‹‹‹‹‹‹‹‹‹‹‹‹‹‹‹‹‹‹‹‹‹‹‹‹‹‹‹‹‹‹‹‹‹‹‹‹‹‹‹‹‹‹‹‹‹‹‹‹‹‹‹‹‹‹‹‹‹‹‹‹‹‹‹‹‹‹‹‹‹‹‹‹‹‹‹‹‹‹‹‹‹‹‹‹‹‹‹‹‹‹‹‹‹‹‹‹‹‹‹‹‹‹‹‹‹‹‹‹‹‹‹‹‹‹‹‹‹‹‹‹‹‹‹‹‹‹‹‹‹‹‹‹‹‹‹‹‹‹‹‹‹ <box>157 625 379 636</box>
multiz-base: T <box>601 1322 609 1336</box>
refseq-title[interactable]: RefSeq genes from NCBI <box>490 930 616 942</box>
multiz-base: = <box>919 1367 927 1381</box>
gencode-transcript-label[interactable]: CTNNBIP1 <box>93 112 153 126</box>
gencode-strand-arrows: ‹‹‹‹‹‹‹‹‹‹‹‹‹‹‹‹‹‹‹‹‹‹‹‹‹‹‹‹‹‹‹‹‹‹‹‹‹‹‹‹‹‹‹‹‹‹‹‹‹‹‹‹‹‹‹‹‹‹‹‹‹‹‹‹‹‹‹‹‹‹‹‹‹‹‹‹‹‹‹‹‹‹‹‹‹‹‹‹‹‹‹‹‹‹‹‹‹‹‹‹‹‹‹‹‹‹‹‹‹‹‹‹‹‹‹‹‹‹‹‹‹‹‹‹‹‹‹‹‹‹‹‹‹‹‹‹‹‹‹‹‹‹‹‹‹‹‹‹‹‹‹‹‹‹‹ <box>157 673 379 684</box>
gtex-bar-chart[interactable] <box>157 1084 557 1160</box>
multiz-base: = <box>336 1337 344 1351</box>
gencode-strand-arrows: ‹‹‹‹‹‹‹‹‹‹‹‹‹‹‹‹‹‹‹‹‹‹‹‹‹‹‹‹‹‹‹‹‹‹‹‹‹‹‹‹‹‹‹‹‹‹‹‹‹‹‹‹‹‹‹‹‹‹‹‹‹‹‹‹‹‹‹‹‹‹‹‹‹‹‹‹‹‹‹‹‹‹‹‹‹‹‹‹‹‹‹‹‹‹‹‹‹‹‹‹‹‹‹‹‹‹‹‹‹‹‹‹‹‹‹‹‹‹‹‹‹‹‹‹‹‹‹‹‹‹‹‹‹‹‹‹‹‹‹‹‹‹‹‹‹‹‹‹‹‹‹‹‹‹‹ <box>157 257 379 268</box>
multiz-base: T <box>495 1322 503 1336</box>
scale-bar-left-tick <box>420 18 421 31</box>
gencode-strand-arrows: ‹‹‹‹‹‹‹‹‹‹‹‹‹‹‹‹‹‹‹‹‹‹‹‹‹‹‹‹‹‹‹‹‹‹‹‹‹‹‹‹‹‹‹‹‹‹‹‹‹‹‹‹‹‹‹‹‹‹‹‹‹‹‹‹‹‹‹‹‹‹‹‹‹‹‹‹‹‹‹‹‹‹‹‹‹‹‹‹‹‹‹‹‹‹‹‹‹‹‹‹‹‹‹‹‹‹‹‹‹‹‹‹‹‹‹‹‹‹‹‹‹‹‹‹‹‹‹‹‹‹‹‹‹‹‹‹‹‹‹‹‹‹‹‹‹‹‹‹‹‹‹‹‹‹‹ <box>157 401 379 412</box>
gencode-transcript-label[interactable]: CTNNBIP1 <box>93 528 153 542</box>
gencode-transcript-label[interactable]: CTNNBIP1 <box>93 512 153 526</box>
base-letter: T <box>336 49 344 63</box>
gencode-strand-arrows: ‹‹‹‹‹‹‹‹‹‹‹‹‹‹‹‹‹‹‹‹‹‹‹‹‹‹‹‹‹‹‹‹‹‹‹‹‹‹‹‹‹‹‹‹‹‹‹‹‹‹‹‹‹‹‹‹‹‹‹‹‹‹‹‹‹‹‹‹‹‹‹‹‹‹‹‹‹‹‹‹‹‹‹‹‹‹‹‹‹‹‹‹‹‹‹‹‹‹‹‹‹‹‹‹‹‹‹‹‹‹‹‹‹‹‹‹‹‹‹‹‹‹‹‹‹‹‹‹‹‹‹‹‹‹‹‹‹‹‹‹‹‹‹‹‹‹‹‹‹‹‹‹‹‹‹ <box>157 529 379 540</box>
gencode-transcript-label[interactable]: CTNNBIP1 <box>93 896 153 910</box>
gtex-label[interactable]: CTNNBIP1 <box>93 1117 153 1131</box>
phylop-score-box <box>284 1247 290 1251</box>
gencode-transcript-label[interactable]: CTNNBIP1 <box>93 768 153 782</box>
phylop-plot[interactable] <box>0 1230 950 1270</box>
gencode-strand-arrows: ‹‹‹‹‹‹‹‹‹‹‹‹‹‹‹‹‹‹‹‹‹‹‹‹‹‹‹‹‹‹‹‹‹‹‹‹‹‹‹‹‹‹‹‹‹‹‹‹‹‹‹‹‹‹‹‹‹‹‹‹‹‹‹‹‹‹‹‹‹‹‹‹‹‹‹‹‹‹‹‹‹‹‹‹‹‹‹‹‹‹‹‹‹‹‹‹‹‹‹‹‹‹‹‹‹‹‹‹‹‹‹‹‹‹‹‹‹‹‹‹‹‹‹‹‹‹‹‹‹‹‹‹‹‹‹‹‹‹‹‹‹‹‹‹‹‹‹‹‹‹‹‹‹‹‹ <box>157 177 379 188</box>
phylop-score-mark <box>163 1250 199 1252</box>
gencode-transcript-label[interactable]: CTNNBIP1 <box>93 800 153 814</box>
multiz-base: = <box>760 1337 768 1351</box>
multiz-base: A <box>389 1307 398 1321</box>
gencode-transcript-label[interactable]: CTNNBIP1 <box>93 832 153 846</box>
base-letter: A <box>177 49 186 63</box>
phylop-score-mark <box>852 1248 888 1252</box>
gtex-tissue-bar[interactable] <box>325 1121 330 1160</box>
gencode-title[interactable]: GENCODE V49lift37 <box>497 66 609 80</box>
multiz-base: = <box>707 1367 715 1381</box>
gtex-tissue-bar[interactable] <box>434 1087 439 1160</box>
refseq-label[interactable]: RefSeq Curated <box>66 943 153 957</box>
multiz-base: = <box>230 1367 238 1381</box>
multiz-base: = <box>230 1322 238 1336</box>
coord-label-1: 9,948,185 <box>308 35 362 49</box>
gencode-transcript-label[interactable]: CTNNBIP1 <box>93 384 153 398</box>
h3k27ac-title[interactable]: H3K27Ac Mark (Often Found Near Active Regulatory Elements) on 7 cell lines from ENCODE <box>303 1166 801 1180</box>
phylop-max-label: 4.88 _ <box>119 1212 153 1226</box>
gencode-transcript-label[interactable]: CTNNBIP1 <box>93 192 153 206</box>
gencode-transcript-label[interactable]: CTNNBIP1 <box>93 240 153 254</box>
multiz-base: = <box>230 1382 238 1396</box>
omim-title[interactable]: OMIM Gene Phenotypes - Dark Green Can Be Disease-causing <box>382 1007 724 1021</box>
multiz-base: = <box>601 1367 609 1381</box>
gtex-tissue-bar[interactable] <box>464 1122 469 1160</box>
multiz-base: = <box>866 1382 874 1396</box>
gencode-strand-arrows: ‹‹‹‹‹‹‹‹‹‹‹‹‹‹‹‹‹‹‹‹‹‹‹‹‹‹‹‹‹‹‹‹‹‹‹‹‹‹‹‹‹‹‹‹‹‹‹‹‹‹‹‹‹‹‹‹‹‹‹‹‹‹‹‹‹‹‹‹‹‹‹‹‹‹‹‹‹‹‹‹‹‹‹‹‹‹‹‹‹‹‹‹‹‹‹‹‹‹‹‹‹‹‹‹‹‹‹‹‹‹‹‹‹‹‹‹‹‹‹‹‹‹‹‹‹‹‹‹‹‹‹‹‹‹‹‹‹‹‹‹‹‹‹‹‹‹‹‹‹‹‹‹‹‹‹ <box>157 817 379 828</box>
multiz-base: = <box>707 1352 715 1366</box>
multiz-base: = <box>654 1382 662 1396</box>
gencode-strand-arrows: ‹‹‹‹‹‹‹‹‹‹‹‹‹‹‹‹‹‹‹‹‹‹‹‹‹‹‹‹‹‹‹‹‹‹‹‹‹‹‹‹‹‹‹‹‹‹‹‹‹‹‹‹‹‹‹‹‹‹‹‹‹‹‹‹‹‹‹‹‹‹‹‹‹‹‹‹‹‹‹‹‹‹‹‹‹‹‹‹‹‹‹‹‹‹‹‹‹‹‹‹‹‹‹‹‹‹‹‹‹‹‹‹‹‹‹‹‹‹‹‹‹‹‹‹‹‹‹‹‹‹‹‹‹‹‹‹‹‹‹‹‹‹‹‹‹‹‹‹‹‹‹‹‹‹‹ <box>157 129 379 140</box>
gtex-tissue-bar[interactable] <box>398 1134 403 1160</box>
gtex-tissue-bar[interactable] <box>456 1129 461 1160</box>
gencode-transcript-label[interactable]: CTNNBIP1 <box>93 864 153 878</box>
base-letter: T <box>495 49 503 63</box>
base-letter: T <box>654 49 662 63</box>
gencode-transcript-label[interactable]: CTNNBIP1 <box>93 656 153 670</box>
multiz-base: T <box>707 1307 715 1321</box>
multiz-base: = <box>548 1367 556 1381</box>
multiz-base: = <box>283 1382 291 1396</box>
gencode-strand-arrows: ‹‹‹‹‹‹‹‹‹‹‹‹‹‹‹‹‹‹‹‹‹‹‹‹‹‹‹‹‹‹‹‹‹‹‹‹‹‹‹‹‹‹‹‹‹‹‹‹‹‹‹‹‹‹‹‹‹‹‹‹‹‹‹‹‹‹‹‹‹‹‹‹‹‹‹‹‹‹‹‹‹‹‹‹‹‹‹‹‹‹‹‹‹‹‹‹‹‹‹‹‹‹‹‹‹‹‹‹‹‹‹‹‹‹‹‹‹‹‹‹‹‹‹‹‹‹‹‹‹‹‹‹‹‹‹‹‹‹‹‹‹‹‹‹‹‹‹‹‹‹‹‹‹‹‹ <box>157 881 379 892</box>
multiz-species-label[interactable]: Rhesus <box>112 1322 153 1336</box>
gencode-strand-arrows: ‹‹‹‹‹‹‹‹‹‹‹‹‹‹‹‹‹‹‹‹‹‹‹‹‹‹‹‹‹‹‹‹‹‹‹‹‹‹‹‹‹‹‹‹‹‹‹‹‹‹‹‹‹‹‹‹‹‹‹‹‹‹‹‹‹‹‹‹‹‹‹‹‹‹‹‹‹‹‹‹‹‹‹‹‹‹‹‹‹‹‹‹‹‹‹‹‹‹‹‹‹‹‹‹‹‹‹‹‹‹‹‹‹‹‹‹‹‹‹‹‹‹‹‹‹‹‹‹‹‹‹‹‹‹‹‹‹‹‹‹‹‹‹‹‹‹‹‹‹‹‹‹‹‹‹ <box>157 913 379 924</box>
repeatmasker-title[interactable]: Repeating Elements by RepeatMasker <box>449 1428 655 1442</box>
phylop-score-mark <box>375 1250 411 1252</box>
multiz-base: = <box>548 1352 556 1366</box>
omim-label[interactable]: OMIM Genes <box>81 1021 153 1035</box>
gencode-transcript-label[interactable]: CTNNBIP1 <box>93 352 153 366</box>
gtex-tissue-bar[interactable] <box>303 1119 308 1160</box>
